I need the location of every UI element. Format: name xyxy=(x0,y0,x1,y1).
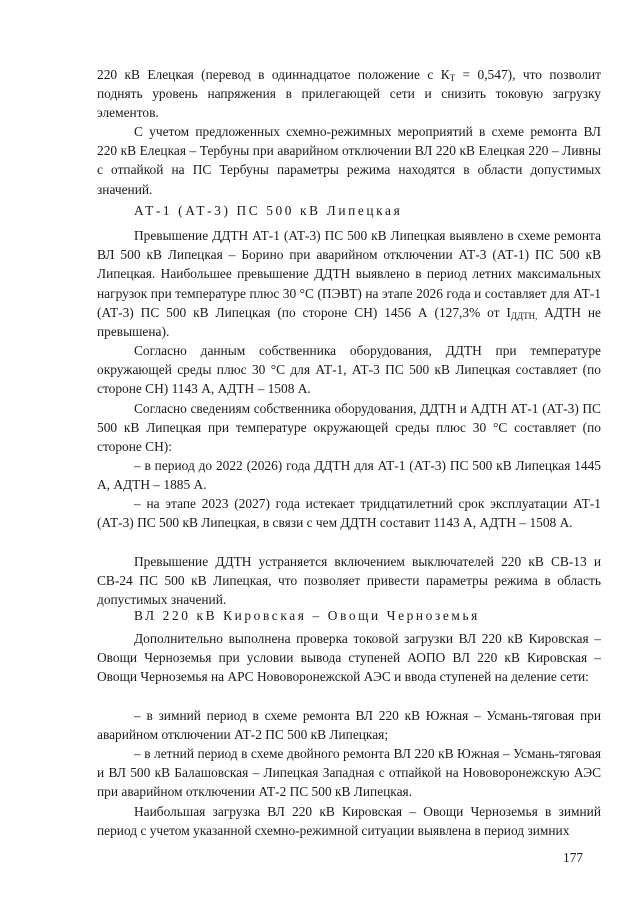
paragraph-continuation xyxy=(97,65,601,123)
section-heading-at1: АТ-1 (АТ-3) ПС 500 кВ Липецкая xyxy=(134,203,403,218)
paragraph-max-load: Наибольшая загрузка ВЛ 220 кВ Кировская – Овощи Черноземья в зимний период с учетом указанной схемно-режимной ситуации выявлена в период зимних xyxy=(97,804,601,839)
p3-subscript: ДДТН, xyxy=(510,310,538,321)
list-item-winter: – в зимний период в схеме ремонта ВЛ 220 кВ Южная – Усмань-тяговая при аварийном отключении АТ-2 ПС 500 кВ Липецкая; xyxy=(97,708,601,743)
list-item-period: – в период до 2022 (2026) года ДДТН для АТ-1 (АТ-3) ПС 500 кВ Липецкая 1445 А, АДТН – 1885 А. xyxy=(97,458,601,493)
p1-text-b: = 0,547), что позволит поднять уровень напряжения в прилегающей сети и снизить токовую загрузку элементов. xyxy=(97,67,601,121)
paragraph-excess xyxy=(97,226,601,341)
p1-subscript: Т xyxy=(449,73,456,83)
list-item-summer: – в летний период в схеме двойного ремонта ВЛ 220 кВ Южная – Усмань-тяговая и ВЛ 500 кВ Балашовская – Липецкая Западная с отпайкой на Нововоронежскую АЭС при аварийном отключении АТ-2 ПС 500 кВ Липецкая. xyxy=(97,746,601,800)
paragraph-elimination: Превышение ДДТН устраняется включением выключателей 220 кВ СВ-13 и СВ-24 ПС 500 кВ Липецкая, что позволяет привести параметры режима в область допустимых значений. xyxy=(97,554,601,608)
p1-text-a: 220 кВ Елецкая (перевод в одиннадцатое положение с К xyxy=(97,67,450,82)
paragraph-owner-data: Согласно данным собственника оборудования, ДДТН при температуре окружающей среды плюс 30 °С для АТ-1, АТ-3 ПС 500 кВ Липецкая составляет (по стороне СН) 1143 А, АДТН – 1508 А. xyxy=(97,343,601,397)
page-number: 177 xyxy=(563,850,584,865)
paragraph-check: Дополнительно выполнена проверка токовой загрузки ВЛ 220 кВ Кировская – Овощи Черноземья при условии вывода ступеней АОПО ВЛ 220 кВ Кировская – Овощи Черноземья на АРС Нововоронежской АЭС и ввода ступеней на деление сети: xyxy=(97,631,601,685)
paragraph-measures: С учетом предложенных схемно-режимных мероприятий в схеме ремонта ВЛ 220 кВ Елецкая – Тербуны при аварийном отключении ВЛ 220 кВ Елецкая 220 – Ливны с отпайкой на ПС Тербуны параметры режима находятся в области допустимых значений. xyxy=(97,124,601,197)
p3-text-a: Превышение ДДТН АТ-1 (АТ-3) ПС 500 кВ Липецкая выявлено в схеме ремонта ВЛ 500 кВ Липецкая – Борино при аварийном отключении АТ-3 (АТ-1) ПС 500 кВ Липецкая. Наибольшее превышение ДДТН выявлено в период летних максимальных нагрузок при температуре плюс 30 °С (ПЭВТ) на этапе 2026 года и составляет для АТ-1 (АТ-3) ПС 500 кВ Липецкая (по стороне СН) 1456 А (127,3% от I xyxy=(97,228,601,320)
section-heading-line: ВЛ 220 кВ Кировская – Овощи Черноземья xyxy=(134,608,480,623)
list-item-stage: – на этапе 2023 (2027) года истекает тридцатилетний срок эксплуатации АТ-1 (АТ-3) ПС 500 кВ Липецкая, в связи с чем ДДТН составит 1143 А, АДТН – 1508 А. xyxy=(97,496,601,531)
paragraph-owner-info: Согласно сведениям собственника оборудования, ДДТН и АДТН АТ-1 (АТ-3) ПС 500 кВ Липецкая при температуре окружающей среды плюс 30 °С составляет (по стороне СН): xyxy=(97,401,601,455)
p3-text-b: АДТН не превышена). xyxy=(97,304,601,340)
